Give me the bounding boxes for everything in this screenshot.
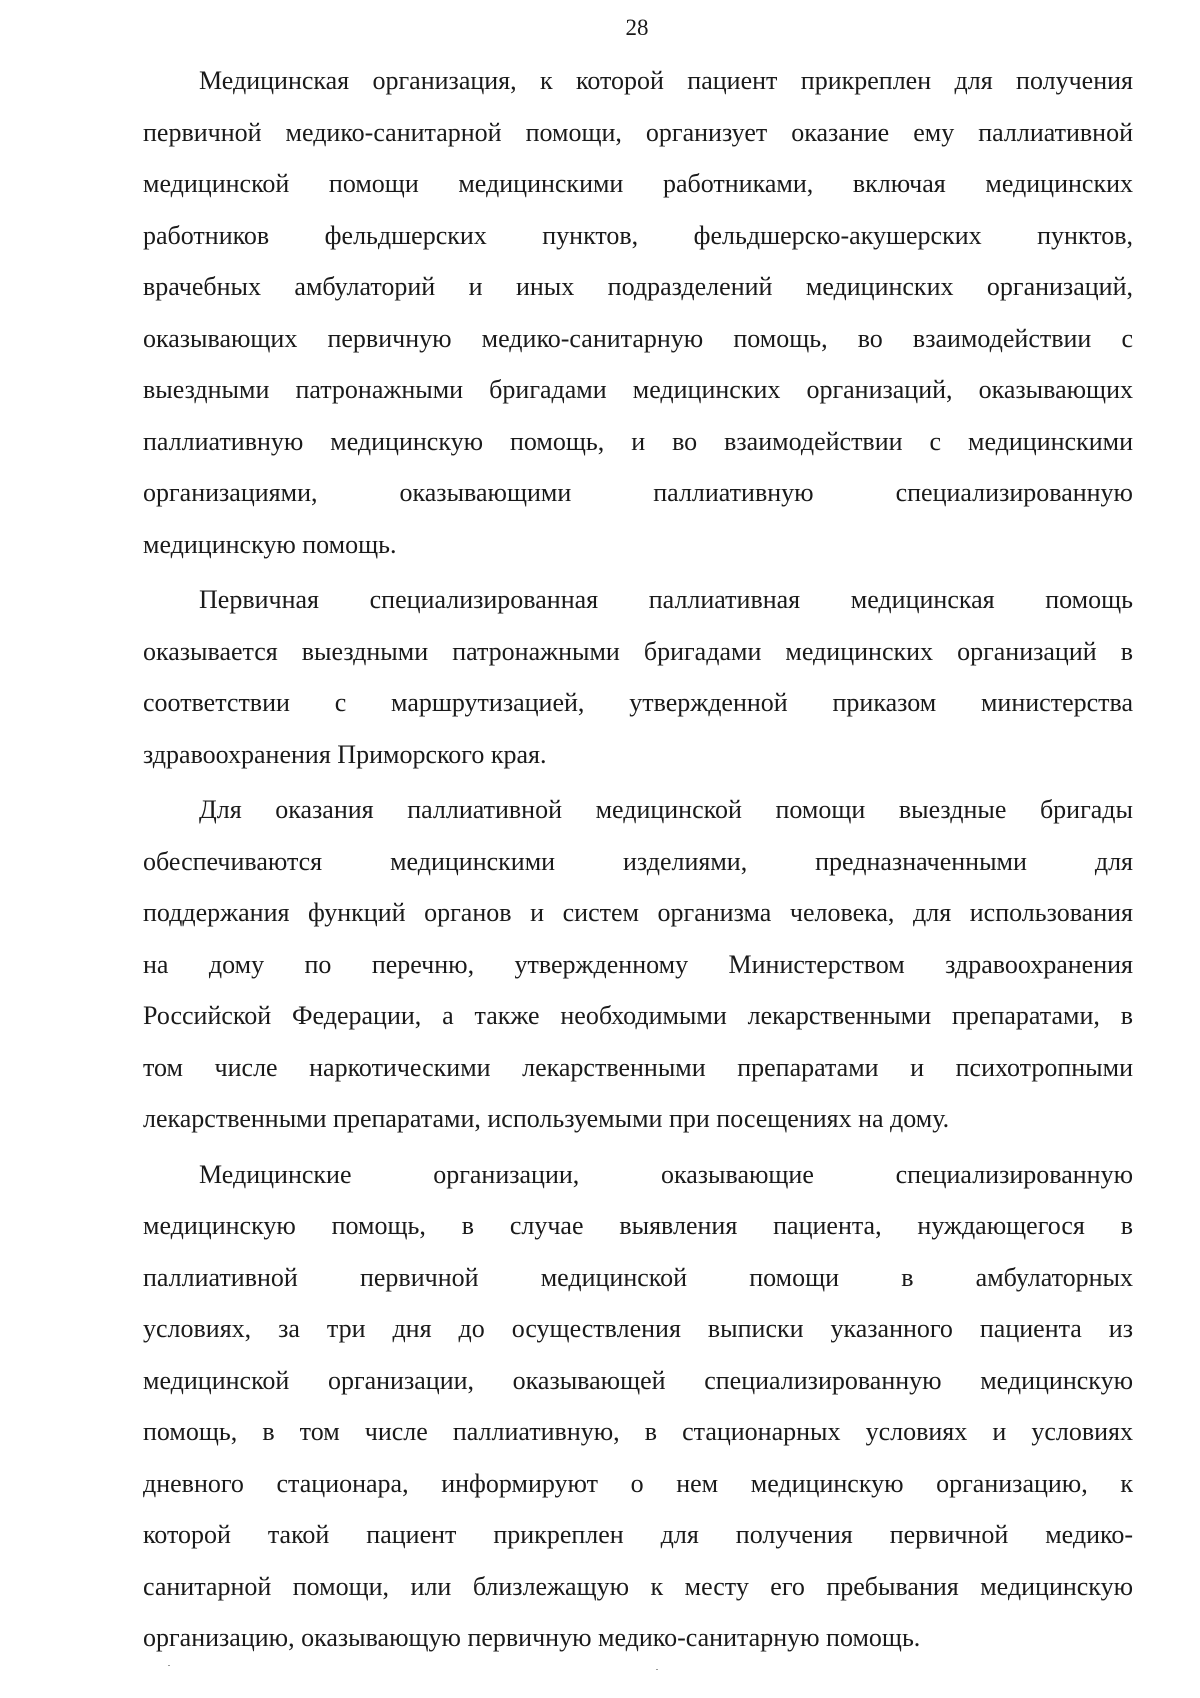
- text-line: том числе наркотическими лекарственными препаратами и психотропными: [143, 1052, 1133, 1082]
- text-line: выездными патронажными бригадами медицинских организаций, оказывающих: [143, 375, 1133, 404]
- text-line: паллиативную медицинскую помощь, и во взаимодействии с медицинскими: [143, 426, 1133, 456]
- text-line: дневного стационара, информируют о нем медицинскую организацию, к: [143, 1468, 1133, 1498]
- text-line: медицинскую помощь, в случае выявления пациента, нуждающегося в: [143, 1211, 1133, 1240]
- paragraph-4: [143, 1149, 1133, 1664]
- text-line: врачебных амбулаторий и иных подразделений медицинских организаций,: [143, 272, 1133, 301]
- paragraph-1: [143, 55, 1133, 570]
- document-body: [143, 55, 1133, 1668]
- scan-speck: [656, 1669, 658, 1670]
- text-line: поддержания функций органов и систем организма человека, для использования: [143, 898, 1133, 927]
- text-line: организацию, оказывающую первичную медико-санитарную помощь.: [143, 1623, 921, 1652]
- text-line: оказывающих первичную медико-санитарную помощь, во взаимодействии с: [143, 323, 1133, 353]
- text-line: которой такой пациент прикреплен для получения первичной медико-: [143, 1520, 1133, 1549]
- paragraph-2: [143, 574, 1133, 780]
- text-line: здравоохранения Приморского края.: [143, 739, 547, 769]
- page-number: 28: [625, 15, 649, 40]
- text-line: Первичная специализированная паллиативная медицинская помощь: [199, 585, 1133, 614]
- scan-speck: [168, 1665, 170, 1666]
- text-line: лекарственными препаратами, используемыми при посещениях на дому.: [143, 1104, 950, 1133]
- text-line: обеспечиваются медицинскими изделиями, предназначенными для: [143, 846, 1133, 876]
- text-line: Медицинские организации, оказывающие специализированную: [199, 1159, 1133, 1189]
- text-line: медицинскую помощь.: [143, 529, 397, 559]
- text-line: первичной медико-санитарной помощи, организует оказание ему паллиативной: [143, 117, 1133, 147]
- text-line: санитарной помощи, или близлежащую к месту его пребывания медицинскую: [143, 1571, 1133, 1601]
- text-line: Российской Федерации, а также необходимыми лекарственными препаратами, в: [143, 1001, 1133, 1030]
- text-line: работников фельдшерских пунктов, фельдшерско-акушерских пунктов,: [143, 220, 1133, 250]
- text-line: медицинской помощи медицинскими работниками, включая медицинских: [143, 169, 1133, 198]
- text-line: помощь, в том числе паллиативную, в стационарных условиях и условиях: [143, 1417, 1133, 1446]
- paragraph-3: [143, 784, 1133, 1145]
- text-line: условиях, за три дня до осуществления выписки указанного пациента из: [143, 1314, 1133, 1343]
- text-line: Медицинская организация, к которой пациент прикреплен для получения: [199, 66, 1133, 95]
- text-line: паллиативной первичной медицинской помощи в амбулаторных: [143, 1262, 1133, 1292]
- text-line: медицинской организации, оказывающей специализированную медицинскую: [143, 1365, 1133, 1395]
- text-line: оказывается выездными патронажными бригадами медицинских организаций в: [143, 636, 1133, 666]
- text-line: соответствии с маршрутизацией, утвержденной приказом министерства: [143, 688, 1133, 717]
- text-line: организациями, оказывающими паллиативную специализированную: [143, 478, 1133, 507]
- text-line: Для оказания паллиативной медицинской помощи выездные бригады: [199, 795, 1133, 824]
- text-line: на дому по перечню, утвержденному Министерством здравоохранения: [143, 949, 1133, 979]
